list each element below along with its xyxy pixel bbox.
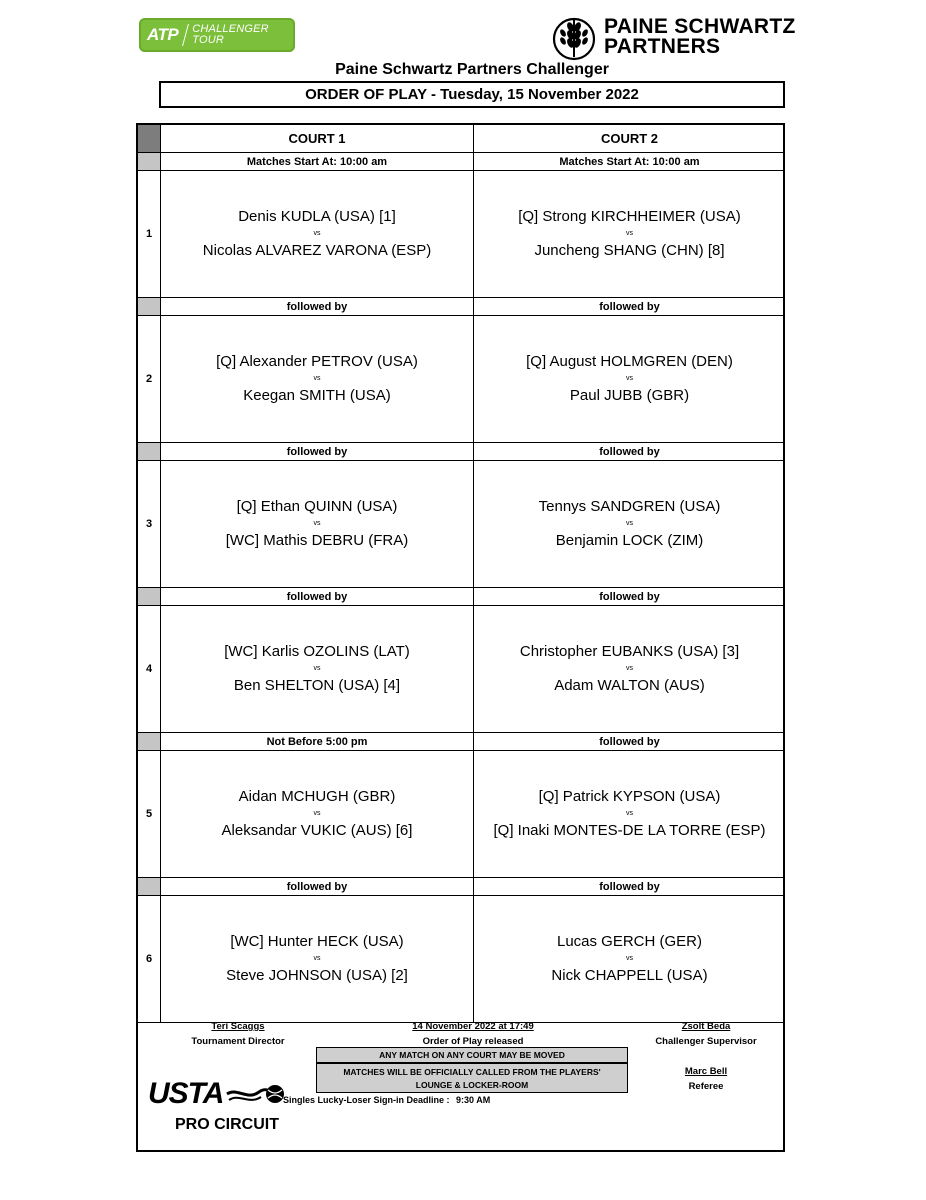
- referee-title: Referee: [688, 1081, 724, 1092]
- match-order-number: 1: [138, 171, 161, 298]
- director-title: Tournament Director: [191, 1036, 285, 1047]
- court-2-header: COURT 2: [474, 125, 785, 153]
- court-2-sequence-note: followed by: [474, 588, 785, 606]
- court-1-sequence-note: followed by: [161, 443, 474, 461]
- lucky-loser-deadline: [283, 1095, 490, 1105]
- court-1-sequence-note: Not Before 5:00 pm: [161, 733, 474, 751]
- match-cell: [474, 896, 785, 1023]
- player-one: [Q] August HOLMGREN (DEN): [526, 353, 733, 370]
- vs-label: vs: [626, 520, 633, 527]
- event-title: Paine Schwartz Partners Challenger: [335, 61, 609, 78]
- supervisor-name: Zsolt Beda: [681, 1021, 731, 1032]
- supervisor-title: Challenger Supervisor: [655, 1036, 757, 1047]
- released-date: 14 November 2022 at 17:49: [412, 1021, 534, 1032]
- player-one: Lucas GERCH (GER): [556, 933, 703, 950]
- sponsor-name: [604, 17, 796, 57]
- vs-label: vs: [313, 520, 321, 527]
- player-one: Aidan MCHUGH (GBR): [238, 788, 396, 805]
- band-marker: [138, 443, 161, 461]
- band-marker: [138, 153, 161, 171]
- corner-cell: [138, 125, 161, 153]
- court-1-sequence-note: followed by: [161, 878, 474, 896]
- tennis-ball-icon: [225, 1081, 287, 1107]
- player-two: Nick CHAPPELL (USA): [551, 967, 708, 984]
- vs-label: vs: [313, 955, 321, 962]
- band-marker: [138, 298, 161, 316]
- player-two: Benjamin LOCK (ZIM): [555, 532, 704, 549]
- band-marker: [138, 878, 161, 896]
- court-2-sequence-note: followed by: [474, 298, 785, 316]
- match-cell: [161, 751, 474, 878]
- player-one: Tennys SANDGREN (USA): [538, 498, 721, 515]
- match-cell: [161, 606, 474, 733]
- player-one: Denis KUDLA (USA) [1]: [238, 208, 396, 225]
- atp-challenger-logo: [139, 18, 295, 52]
- match-cell: [474, 751, 785, 878]
- vs-label: vs: [626, 230, 633, 237]
- referee: [646, 1066, 766, 1092]
- player-two: Aleksandar VUKIC (AUS) [6]: [221, 822, 413, 839]
- match-cell: [161, 171, 474, 298]
- vs-label: vs: [313, 665, 321, 672]
- released-label: Order of Play released: [422, 1036, 524, 1047]
- player-one: [Q] Ethan QUINN (USA): [236, 498, 398, 515]
- pro-circuit-label: PRO CIRCUIT: [175, 1116, 279, 1133]
- player-one: [Q] Strong KIRCHHEIMER (USA): [518, 208, 741, 225]
- player-two: [Q] Inaki MONTES-DE LA TORRE (ESP): [493, 822, 766, 839]
- player-two: [WC] Mathis DEBRU (FRA): [225, 532, 409, 549]
- match-cell: [474, 461, 785, 588]
- court-1-header: COURT 1: [161, 125, 474, 153]
- player-two: Steve JOHNSON (USA) [2]: [226, 967, 408, 984]
- player-one: Christopher EUBANKS (USA) [3]: [519, 643, 740, 660]
- vs-label: vs: [313, 230, 321, 237]
- sponsor-logo: [552, 12, 796, 62]
- match-cell: [474, 171, 785, 298]
- challenger-label: CHALLENGER: [192, 23, 269, 35]
- vs-label: vs: [626, 665, 633, 672]
- sponsor-line-2: PARTNERS: [604, 35, 721, 58]
- player-one: [WC] Karlis OZOLINS (LAT): [224, 643, 410, 660]
- vs-label: vs: [626, 375, 633, 382]
- referee-name: Marc Bell: [684, 1066, 728, 1077]
- notice-called-from-lounge: [316, 1063, 628, 1093]
- order-of-play-date: ORDER OF PLAY - Tuesday, 15 November 2022: [159, 81, 785, 108]
- player-two: Paul JUBB (GBR): [569, 387, 690, 404]
- logo-divider: [182, 24, 189, 46]
- usta-wordmark: USTA: [148, 1077, 224, 1110]
- match-order-number: 6: [138, 896, 161, 1023]
- tournament-director: [178, 1021, 298, 1047]
- notice-line-2: LOUNGE & LOCKER-ROOM: [415, 1079, 529, 1090]
- challenger-supervisor: [636, 1021, 776, 1047]
- band-marker: [138, 733, 161, 751]
- match-order-number: 4: [138, 606, 161, 733]
- player-one: [Q] Alexander PETROV (USA): [216, 353, 418, 370]
- match-cell: [161, 461, 474, 588]
- match-order-number: 2: [138, 316, 161, 443]
- court-2-sequence-note: followed by: [474, 443, 785, 461]
- sponsor-line-1: PAINE SCHWARTZ: [604, 15, 796, 38]
- vs-label: vs: [626, 955, 633, 962]
- player-one: [Q] Patrick KYPSON (USA): [538, 788, 721, 805]
- court-1-sequence-note: followed by: [161, 298, 474, 316]
- band-marker: [138, 588, 161, 606]
- usta-logo: [148, 1077, 287, 1111]
- player-one: [WC] Hunter HECK (USA): [230, 933, 404, 950]
- court-1-sequence-note: followed by: [161, 588, 474, 606]
- release-info: [360, 1021, 586, 1047]
- player-two: Adam WALTON (AUS): [554, 677, 705, 694]
- court-2-sequence-note: followed by: [474, 878, 785, 896]
- court-2-start-time: Matches Start At: 10:00 am: [474, 153, 785, 171]
- notice-line-1: MATCHES WILL BE OFFICIALLY CALLED FROM THE PLAYERS': [343, 1066, 601, 1077]
- player-two: Keegan SMITH (USA): [243, 387, 391, 404]
- vs-label: vs: [313, 810, 321, 817]
- match-cell: [474, 606, 785, 733]
- notice-match-moved: ANY MATCH ON ANY COURT MAY BE MOVED: [316, 1047, 628, 1063]
- court-1-start-time: Matches Start At: 10:00 am: [161, 153, 474, 171]
- deadline-label: Singles Lucky-Loser Sign-in Deadline :: [283, 1095, 450, 1105]
- player-two: Juncheng SHANG (CHN) [8]: [534, 242, 725, 259]
- deadline-time: 9:30 AM: [456, 1095, 491, 1105]
- match-cell: [161, 316, 474, 443]
- tour-label: TOUR: [192, 34, 225, 46]
- player-two: Ben SHELTON (USA) [4]: [233, 677, 401, 694]
- vs-label: vs: [313, 375, 321, 382]
- court-2-sequence-note: followed by: [474, 733, 785, 751]
- challenger-tour-text: [192, 24, 269, 46]
- atp-mark: ATP: [147, 25, 179, 44]
- player-two: Nicolas ALVAREZ VARONA (ESP): [202, 242, 432, 259]
- wheat-icon: [552, 13, 596, 61]
- match-cell: [474, 316, 785, 443]
- match-order-number: 3: [138, 461, 161, 588]
- match-cell: [161, 896, 474, 1023]
- order-of-play-table: [136, 123, 785, 1152]
- match-order-number: 5: [138, 751, 161, 878]
- vs-label: vs: [626, 810, 633, 817]
- director-name: Teri Scaggs: [211, 1021, 265, 1032]
